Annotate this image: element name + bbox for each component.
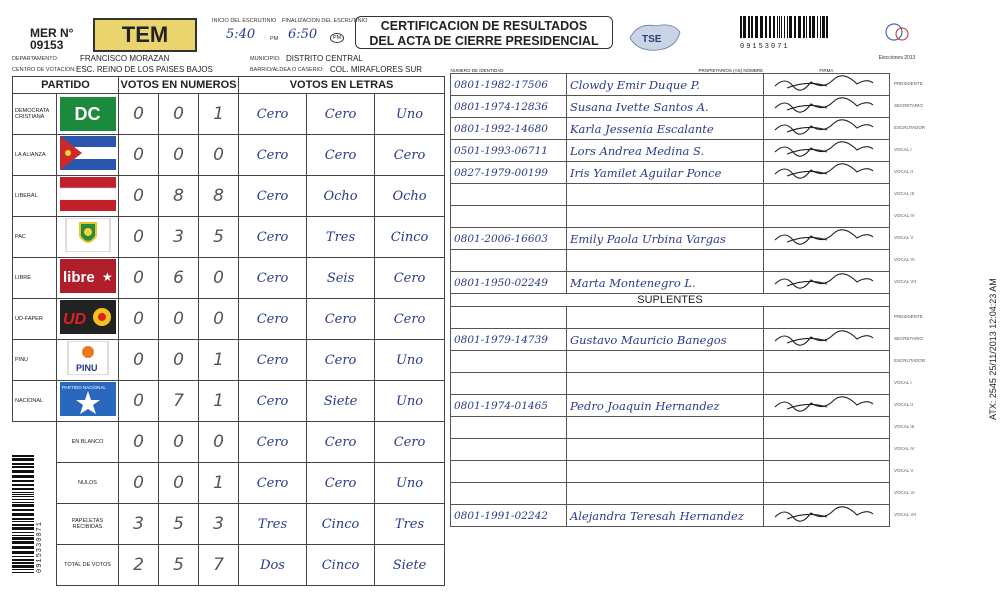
member-id: 0801-1974-01465: [451, 395, 567, 417]
role-label: VOCAL II: [894, 168, 913, 174]
party-logo: [57, 217, 119, 258]
member-signature: [763, 74, 889, 96]
member-name: Clowdy Emir Duque P.: [566, 74, 763, 96]
member-row: [451, 184, 890, 206]
member-signature: [763, 184, 889, 206]
role-label: VOCAL III: [894, 190, 915, 196]
inicio-time: 5:40: [226, 27, 256, 42]
member-row: [451, 329, 890, 351]
role-label: VOCAL VI: [894, 489, 915, 495]
member-signature: [763, 351, 889, 373]
member-row: [451, 272, 890, 294]
summary-word: Cero: [307, 422, 375, 463]
signature-icon: [767, 162, 877, 180]
summary-word: Cero: [307, 463, 375, 504]
col-firma: FIRMA: [819, 68, 834, 73]
votes-word: Uno: [375, 94, 445, 135]
role-label: VOCAL I: [894, 379, 912, 385]
summary-digit: 0: [159, 463, 199, 504]
barrio-label: BARRIO/ALDEA O CASERIO:: [250, 67, 324, 73]
votes-word: Cero: [239, 176, 307, 217]
member-name: Emily Paola Urbina Vargas: [566, 228, 763, 250]
summary-digit: 7: [199, 545, 239, 586]
member-signature: [763, 373, 889, 395]
votes-word: Cero: [307, 340, 375, 381]
svg-text:libre: libre: [62, 268, 95, 286]
fin-label: FINALIZACION DEL ESCRUTINIO: [282, 18, 368, 24]
member-name: Alejandra Teresah Hernandez: [566, 505, 763, 527]
mer-number: 09153: [30, 38, 64, 52]
party-name: UD-FAPER: [13, 299, 57, 340]
party-logo: [57, 176, 119, 217]
member-row: [451, 250, 890, 272]
member-signature: [763, 96, 889, 118]
votes-digit: 7: [159, 381, 199, 422]
summary-digit: 5: [159, 545, 199, 586]
votes-word: Uno: [375, 381, 445, 422]
votes-word: Ocho: [375, 176, 445, 217]
party-name: LIBERAL: [13, 176, 57, 217]
liberal-flag-icon: [60, 177, 116, 211]
svg-text:★: ★: [101, 269, 113, 284]
summary-word: Cero: [239, 422, 307, 463]
signature-icon: [767, 140, 877, 158]
svg-text:PINU: PINU: [75, 362, 98, 373]
signature-icon: [767, 505, 877, 523]
municipio-value: DISTRITO CENTRAL: [286, 54, 363, 63]
centro-value: ESC. REINO DE LOS PAISES BAJOS: [76, 65, 213, 74]
votes-word: Uno: [375, 340, 445, 381]
votes-digit: 0: [119, 340, 159, 381]
departamento-value: FRANCISCO MORAZAN: [80, 54, 170, 63]
nacional-logo-icon: [60, 382, 116, 416]
member-signature: [763, 140, 889, 162]
mer-label: MER N°: [30, 26, 74, 40]
party-logo: [57, 340, 119, 381]
summary-word: Tres: [239, 504, 307, 545]
summary-row-papeletas-recibidas: [13, 504, 445, 545]
member-name: Gustavo Mauricio Banegos: [566, 329, 763, 351]
member-signature: [763, 118, 889, 140]
member-id: [451, 250, 567, 272]
col-votos-letras: VOTOS EN LETRAS: [239, 77, 445, 94]
member-name: Iris Yamilet Aguilar Ponce: [566, 162, 763, 184]
member-row: [451, 307, 890, 329]
votes-word: Cero: [239, 381, 307, 422]
member-id: 0801-1974-12836: [451, 96, 567, 118]
member-name: [566, 439, 763, 461]
member-name: [566, 351, 763, 373]
party-name: DEMOCRATA CRISTIANA: [13, 94, 57, 135]
member-name: Karla Jessenia Escalante: [566, 118, 763, 140]
votes-digit: 0: [159, 299, 199, 340]
inicio-ampm: PM: [270, 36, 279, 42]
votes-word: Cero: [239, 135, 307, 176]
member-signature: [763, 329, 889, 351]
member-name: Marta Montenegro L.: [566, 272, 763, 294]
party-row-libre: [13, 258, 445, 299]
votes-digit: 8: [159, 176, 199, 217]
party-name: PINU: [13, 340, 57, 381]
member-row: [451, 439, 890, 461]
barrio-value: COL. MIRAFLORES SUR: [330, 65, 423, 74]
member-row: [451, 206, 890, 228]
member-row: [451, 417, 890, 439]
member-name: [566, 307, 763, 329]
role-label: PRESIDENTE: [894, 80, 923, 86]
col-partido: PARTIDO: [13, 77, 119, 94]
summary-digit: 0: [119, 463, 159, 504]
signature-icon: [767, 118, 877, 136]
member-signature: [763, 162, 889, 184]
suplentes-label: SUPLENTES: [451, 294, 890, 307]
party-name: PAC: [13, 217, 57, 258]
votes-digit: 0: [119, 258, 159, 299]
fin-ampm: PM: [330, 33, 344, 43]
party-row-pac: [13, 217, 445, 258]
tse-logo-icon: [628, 18, 686, 54]
party-name: LA ALIANZA: [13, 135, 57, 176]
votes-digit: 0: [119, 299, 159, 340]
role-label: ESCRUTADOR: [894, 124, 926, 130]
summary-word: Cero: [239, 463, 307, 504]
summary-row-total-de-votos: [13, 545, 445, 586]
party-row-la-alianza: [13, 135, 445, 176]
summary-label: PAPELETAS RECIBIDAS: [57, 504, 119, 545]
role-label: VOCAL VII: [894, 511, 916, 517]
timestamp-stamp: ATX: 2545 25/11/2013 12:04:23 AM: [988, 278, 998, 420]
member-signature: [763, 417, 889, 439]
member-signature: [763, 483, 889, 505]
barcode-left-number: 0915330071: [36, 520, 44, 573]
votes-digit: 3: [159, 217, 199, 258]
votes-word: Cero: [307, 94, 375, 135]
votes-digit: 0: [119, 94, 159, 135]
role-label: VOCAL V: [894, 467, 914, 473]
votes-digit: 6: [159, 258, 199, 299]
svg-text:UD: UD: [62, 310, 86, 328]
role-label: SECRETARIO: [894, 335, 923, 341]
pac-shield-icon: [60, 218, 116, 252]
votes-table: [12, 76, 445, 586]
summary-row-nulos: [13, 463, 445, 504]
role-label: ESCRUTADOR: [894, 357, 926, 363]
signature-icon: [767, 96, 877, 114]
member-row: [451, 505, 890, 527]
member-name: [566, 250, 763, 272]
members-table: [450, 68, 890, 527]
party-logo: [57, 258, 119, 299]
svg-text:PARTIDO NACIONAL: PARTIDO NACIONAL: [61, 384, 106, 390]
votes-digit: 0: [159, 135, 199, 176]
cert-title-line2: DEL ACTA DE CIERRE PRESIDENCIAL: [369, 34, 599, 48]
barcode-left: [12, 455, 42, 585]
member-name: Lors Andrea Medina S.: [566, 140, 763, 162]
party-row-ud-faper: [13, 299, 445, 340]
member-row: [451, 162, 890, 184]
summary-digit: 0: [199, 422, 239, 463]
signature-icon: [767, 272, 877, 290]
party-row-pinu: [13, 340, 445, 381]
ud-faper-logo-icon: [60, 300, 116, 334]
signature-icon: [767, 228, 877, 246]
member-signature: [763, 228, 889, 250]
municipio-label: MUNICIPIO:: [250, 56, 281, 62]
votes-word: Seis: [307, 258, 375, 299]
summary-word: Uno: [375, 463, 445, 504]
member-row: [451, 96, 890, 118]
member-id: 0801-1991-02242: [451, 505, 567, 527]
member-id: 0801-1992-14680: [451, 118, 567, 140]
summary-digit: 3: [119, 504, 159, 545]
col-votos-numeros: VOTOS EN NUMEROS: [119, 77, 239, 94]
votes-word: Cero: [239, 258, 307, 299]
summary-word: Dos: [239, 545, 307, 586]
member-name: [566, 184, 763, 206]
summary-label: EN BLANCO: [57, 422, 119, 463]
votes-digit: 0: [159, 340, 199, 381]
member-id: 0501-1993-06711: [451, 140, 567, 162]
member-row: [451, 351, 890, 373]
summary-digit: 1: [199, 463, 239, 504]
col-propietarios: PROPIETARIOS (AS) NOMBRE: [698, 68, 764, 73]
summary-digit: 3: [199, 504, 239, 545]
votes-word: Cero: [239, 94, 307, 135]
votes-digit: 5: [199, 217, 239, 258]
pinu-logo-icon: [60, 341, 116, 375]
summary-word: Siete: [375, 545, 445, 586]
party-row-democrata-cristiana: [13, 94, 445, 135]
cert-title-line1: CERTIFICACION DE RESULTADOS: [380, 19, 588, 33]
col-identidad: NUMERO DE IDENTIDAD: [450, 68, 504, 73]
member-id: 0801-1979-14739: [451, 329, 567, 351]
summary-word: Cinco: [307, 545, 375, 586]
party-logo: [57, 299, 119, 340]
member-id: 0801-1950-02249: [451, 272, 567, 294]
summary-word: Tres: [375, 504, 445, 545]
certificate-title: [355, 16, 613, 49]
svg-text:TSE: TSE: [642, 34, 662, 45]
barcode-top: [740, 16, 828, 51]
votes-digit: 0: [119, 217, 159, 258]
votes-word: Cero: [239, 340, 307, 381]
summary-digit: 2: [119, 545, 159, 586]
party-row-liberal: [13, 176, 445, 217]
role-label: VOCAL VI: [894, 256, 915, 262]
role-label: VOCAL I: [894, 146, 912, 152]
tse-logo: [628, 18, 686, 54]
votes-word: Cinco: [375, 217, 445, 258]
votes-digit: 0: [199, 258, 239, 299]
member-id: 0801-1982-17506: [451, 74, 567, 96]
member-signature: [763, 206, 889, 228]
member-name: [566, 417, 763, 439]
elecciones-logo: [868, 20, 926, 61]
role-label: VOCAL V: [894, 234, 914, 240]
votes-digit: 0: [119, 381, 159, 422]
member-row: [451, 395, 890, 417]
summary-label: NULOS: [57, 463, 119, 504]
member-id: [451, 483, 567, 505]
member-id: [451, 351, 567, 373]
member-signature: [763, 272, 889, 294]
summary-digit: 5: [159, 504, 199, 545]
member-name: [566, 461, 763, 483]
votes-digit: 0: [119, 176, 159, 217]
member-signature: [763, 439, 889, 461]
member-id: [451, 206, 567, 228]
role-label: VOCAL IV: [894, 212, 915, 218]
votes-word: Ocho: [307, 176, 375, 217]
summary-word: Cero: [375, 422, 445, 463]
party-logo: [57, 94, 119, 135]
role-label: VOCAL IV: [894, 445, 915, 451]
member-name: Susana Ivette Santos A.: [566, 96, 763, 118]
role-label: SECRETARIO: [894, 102, 923, 108]
libre-logo-icon: [60, 259, 116, 293]
member-id: 0801-2006-16603: [451, 228, 567, 250]
votes-word: Cero: [375, 135, 445, 176]
role-label: PRESIDENTE: [894, 313, 923, 319]
dc-logo-icon: DC: [60, 97, 116, 131]
role-label: VOCAL II: [894, 401, 913, 407]
member-row: [451, 140, 890, 162]
party-logo: [57, 381, 119, 422]
role-label: VOCAL VII: [894, 278, 916, 284]
party-row-nacional: [13, 381, 445, 422]
votes-word: Cero: [375, 258, 445, 299]
tem-badge: TEM: [93, 18, 197, 52]
centro-label: CENTRO DE VOTACION:: [12, 67, 76, 73]
member-row: [451, 373, 890, 395]
summary-digit: 0: [119, 422, 159, 463]
votes-digit: 1: [199, 381, 239, 422]
signature-icon: [767, 395, 877, 413]
member-row: [451, 461, 890, 483]
member-signature: [763, 307, 889, 329]
member-row: [451, 228, 890, 250]
member-id: [451, 417, 567, 439]
member-signature: [763, 461, 889, 483]
votes-digit: 1: [199, 94, 239, 135]
summary-row-en-blanco: [13, 422, 445, 463]
signature-icon: [767, 329, 877, 347]
member-id: [451, 439, 567, 461]
departamento-label: DEPARTAMENTO:: [12, 56, 59, 62]
suplentes-header: [451, 294, 890, 307]
votes-word: Cero: [375, 299, 445, 340]
member-signature: [763, 250, 889, 272]
member-row: [451, 74, 890, 96]
votes-word: Siete: [307, 381, 375, 422]
summary-word: Cinco: [307, 504, 375, 545]
member-row: [451, 483, 890, 505]
member-name: [566, 373, 763, 395]
votes-word: Cero: [239, 299, 307, 340]
inicio-label: INICIO DEL ESCRUTINIO: [212, 18, 277, 24]
party-logo: [57, 135, 119, 176]
member-name: Pedro Joaquin Hernandez: [566, 395, 763, 417]
member-id: [451, 307, 567, 329]
signature-icon: [767, 74, 877, 92]
votes-word: Cero: [307, 299, 375, 340]
member-id: 0827-1979-00199: [451, 162, 567, 184]
party-name: LIBRE: [13, 258, 57, 299]
member-row: [451, 118, 890, 140]
votes-digit: 8: [199, 176, 239, 217]
votes-digit: 0: [199, 299, 239, 340]
votes-word: Cero: [239, 217, 307, 258]
votes-digit: 1: [199, 340, 239, 381]
votes-digit: 0: [199, 135, 239, 176]
member-name: [566, 206, 763, 228]
summary-label: TOTAL DE VOTOS: [57, 545, 119, 586]
votes-word: Tres: [307, 217, 375, 258]
role-label: VOCAL III: [894, 423, 915, 429]
member-signature: [763, 505, 889, 527]
member-id: [451, 461, 567, 483]
member-id: [451, 184, 567, 206]
elecciones-text: Elecciones 2013: [878, 55, 916, 61]
alianza-flag-icon: [60, 136, 116, 170]
fin-time: 6:50: [288, 27, 318, 42]
votes-digit: 0: [119, 135, 159, 176]
party-name: NACIONAL: [13, 381, 57, 422]
member-id: [451, 373, 567, 395]
member-name: [566, 483, 763, 505]
elecciones-logo-icon: [868, 20, 926, 50]
barcode-top-number: 09153071: [740, 43, 790, 51]
votes-word: Cero: [307, 135, 375, 176]
member-signature: [763, 395, 889, 417]
barcode-top-icon: [740, 16, 828, 38]
votes-digit: 0: [159, 94, 199, 135]
summary-digit: 0: [159, 422, 199, 463]
